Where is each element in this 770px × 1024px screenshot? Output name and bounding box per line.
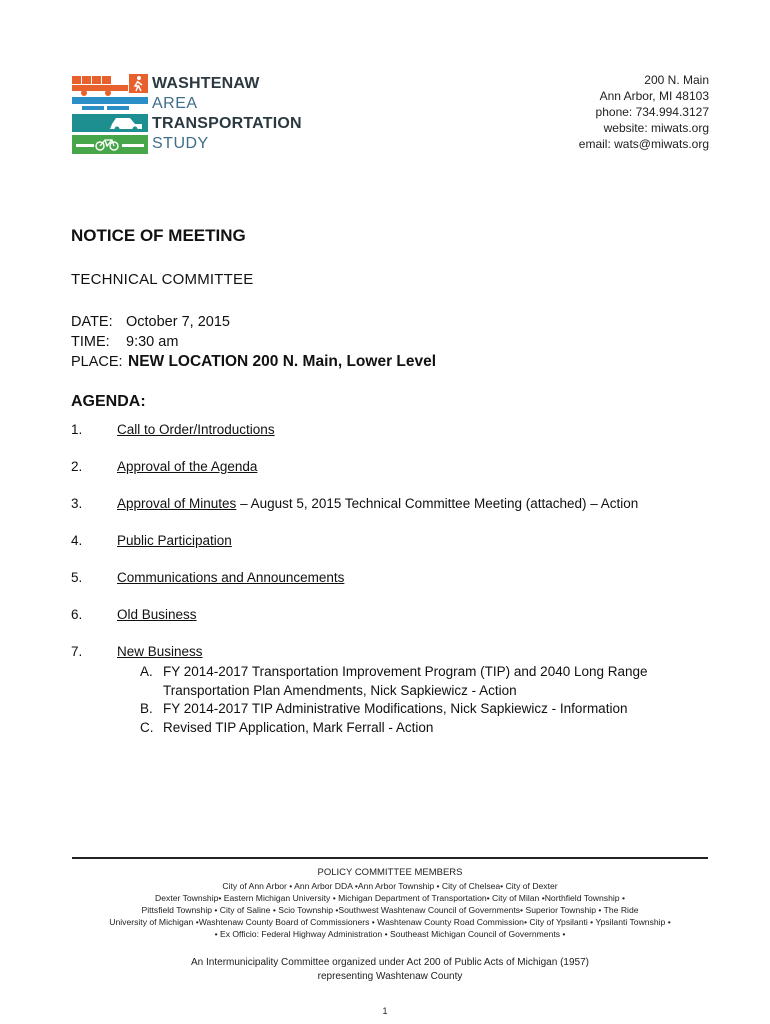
organization-logo xyxy=(72,72,312,156)
agenda-title: AGENDA: xyxy=(71,393,146,410)
member-line: Dexter Township• Eastern Michigan University • Michigan Department of Transportation• City of Milan •Northfield Township • xyxy=(155,893,625,903)
logo-line-1: WASHTENAW xyxy=(152,75,260,92)
time-row xyxy=(71,332,436,352)
notice-title: NOTICE OF MEETING xyxy=(71,226,246,245)
agenda-item-number: 1. xyxy=(71,422,83,437)
sub-item-text: FY 2014-2017 TIP Administrative Modifications, Nick Sapkiewicz - Information xyxy=(163,701,628,716)
email: email: wats@miwats.org xyxy=(578,137,709,151)
footer-heading: POLICY COMMITTEE MEMBERS xyxy=(317,867,463,878)
policy-committee-members xyxy=(72,866,708,940)
agenda-link-new-business[interactable]: New Business xyxy=(117,644,203,659)
meeting-details xyxy=(71,312,436,372)
sub-item-text: FY 2014-2017 Transportation Improvement Program (TIP) and 2040 Long Range Transportation Plan Amendments, Nick Sapkiewicz - Action xyxy=(163,664,648,698)
sub-item-letter: C. xyxy=(140,719,154,735)
date-row xyxy=(71,312,436,332)
agenda-link-approval-of-agenda[interactable]: Approval of the Agenda xyxy=(117,459,258,474)
committee-name: TECHNICAL COMMITTEE xyxy=(71,271,254,288)
place-row xyxy=(71,352,436,372)
agenda-link-communications[interactable]: Communications and Announcements xyxy=(117,570,345,585)
time-value: 9:30 am xyxy=(126,334,179,350)
agenda-item-number: 6. xyxy=(71,607,83,622)
sub-item xyxy=(140,700,700,719)
act-statement xyxy=(72,956,708,984)
sub-item-letter: B. xyxy=(140,701,153,716)
agenda-link-approval-of-minutes[interactable]: Approval of Minutes xyxy=(117,496,237,511)
place-label: PLACE: xyxy=(71,354,123,370)
agenda-item-detail: – August 5, 2015 Technical Committee Meeting (attached) – Action xyxy=(236,496,639,511)
member-line: • Ex Officio: Federal Highway Administration • Southeast Michigan Council of Governments • xyxy=(214,929,566,939)
page-number: 1 xyxy=(382,1006,388,1016)
new-business-sublist xyxy=(140,663,700,737)
agenda-item-number: 7. xyxy=(71,644,83,659)
member-line: University of Michigan •Washtenaw County Board of Commissioners • Washtenaw County Road Commission• City of Ypsilanti • Ypsilanti Township • xyxy=(109,917,671,927)
footer-divider xyxy=(72,857,708,859)
agenda-item-number: 2. xyxy=(71,459,83,474)
time-label: TIME: xyxy=(71,334,110,350)
member-line: Pittsfield Township • City of Saline • Scio Township •Southwest Washtenaw Council of Governments• Superior Township • The Ride xyxy=(141,905,639,915)
date-value: October 7, 2015 xyxy=(126,314,230,330)
logo-line-4: STUDY xyxy=(152,135,209,152)
sub-item xyxy=(140,719,700,738)
sub-item xyxy=(140,663,700,700)
date-label: DATE: xyxy=(71,314,113,330)
website: website: miwats.org xyxy=(603,121,709,135)
phone: phone: 734.994.3127 xyxy=(595,105,709,119)
agenda-link-old-business[interactable]: Old Business xyxy=(117,607,197,622)
place-value: NEW LOCATION 200 N. Main, Lower Level xyxy=(128,353,437,370)
act-line-1: An Intermunicipality Committee organized under Act 200 of Public Acts of Michigan (1957) xyxy=(191,957,589,968)
agenda-link-call-to-order[interactable]: Call to Order/Introductions xyxy=(117,422,275,437)
agenda-link-public-participation[interactable]: Public Participation xyxy=(117,533,232,548)
agenda-item-number: 5. xyxy=(71,570,83,585)
logo-wordmark xyxy=(152,74,302,154)
sub-item-text: Revised TIP Application, Mark Ferrall - Action xyxy=(163,719,434,735)
member-line: City of Ann Arbor • Ann Arbor DDA •Ann Arbor Township • City of Chelsea• City of Dexter xyxy=(222,881,558,891)
act-line-2: representing Washtenaw County xyxy=(317,971,463,982)
agenda-item-number: 4. xyxy=(71,533,83,548)
sub-item-letter: A. xyxy=(140,664,153,679)
wats-logo-graphic xyxy=(72,72,148,154)
logo-line-2: AREA xyxy=(152,95,198,112)
agenda-item-number: 3. xyxy=(71,496,83,511)
address-line-1: 200 N. Main xyxy=(644,73,709,87)
contact-block xyxy=(579,72,709,152)
address-line-2: Ann Arbor, MI 48103 xyxy=(599,89,709,103)
logo-line-3: TRANSPORTATION xyxy=(152,115,302,132)
